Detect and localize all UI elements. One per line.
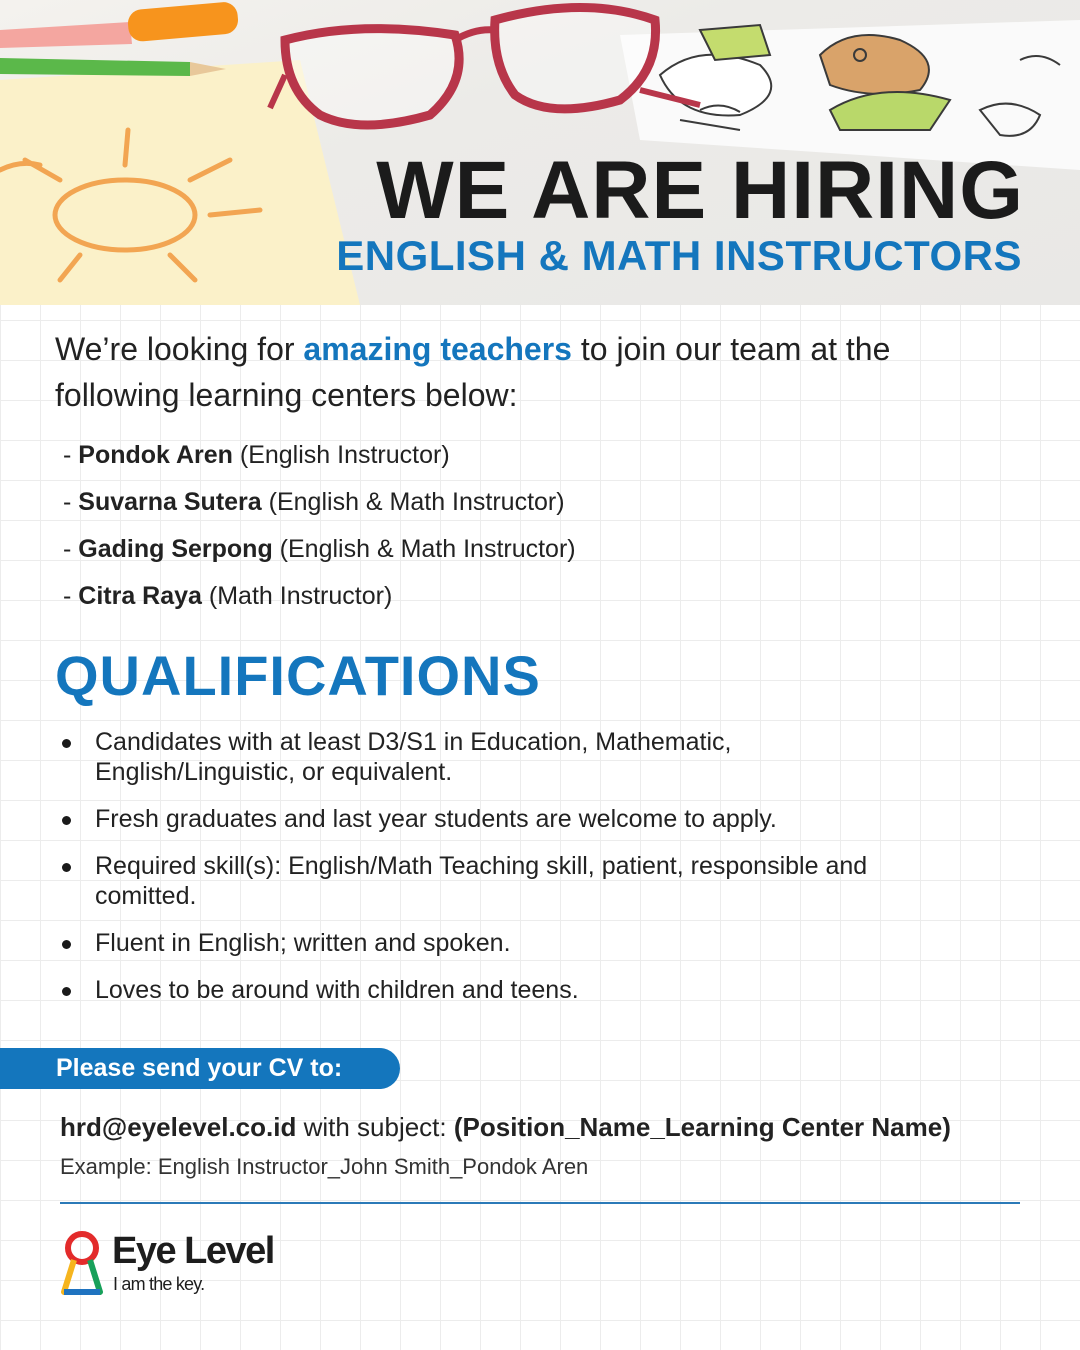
center-item [63,436,576,483]
keyhole-logo-icon [60,1230,104,1296]
logo-tagline: I am the key. [113,1274,205,1294]
cv-instructions [60,1110,951,1144]
eye-level-logo [60,1230,320,1300]
qualification-text: Candidates with at least D3/S1 in Education, Mathematic, English/Linguistic, or equivalent. [95,728,732,786]
hero-banner [0,0,1080,305]
center-item [63,483,576,530]
center-role: (English Instructor) [232,441,450,469]
bullet-icon [62,739,71,748]
cv-email-link[interactable]: hrd@eyelevel.co.id [60,1112,297,1142]
qualification-item [60,804,880,834]
center-name: Gading Serpong [78,535,273,563]
qualification-item [60,928,880,958]
center-dash: - [63,582,79,610]
center-role: (English & Math Instructor) [261,488,565,516]
cv-example: Example: English Instructor_John Smith_Pondok Aren [60,1154,589,1179]
qualification-text: Loves to be around with children and teens. [95,976,579,1004]
qualification-text: Fresh graduates and last year students are welcome to apply. [95,805,777,833]
orange-marker-icon [0,1,239,48]
cv-subject-format: (Position_Name_Learning Center Name) [453,1112,951,1142]
learning-centers-list [63,436,576,624]
bullet-icon [62,816,71,825]
green-pencil-icon [0,58,226,76]
center-role: (English & Math Instructor) [272,535,576,563]
center-name: Pondok Aren [78,441,233,469]
hero-title: WE ARE HIRING [376,145,1024,236]
center-dash: - [63,488,79,516]
intro-text-start: We’re looking for [55,331,304,367]
center-dash: - [63,441,79,469]
intro-highlight: amazing teachers [303,331,572,367]
qualifications-heading: QUALIFICATIONS [55,644,541,707]
qualification-text: Required skill(s): English/Math Teaching skill, patient, responsible and comitted. [95,852,868,910]
qualification-item [60,975,880,1005]
qualification-item [60,727,880,787]
hero-subtitle: ENGLISH & MATH INSTRUCTORS [336,232,1022,279]
bullet-icon [62,987,71,996]
logo-name: Eye Level [112,1230,274,1272]
cv-subject-label: with subject: [296,1112,454,1142]
qualifications-list [60,727,880,1022]
send-cv-banner: Please send your CV to: [0,1048,400,1089]
intro-paragraph [55,326,1015,418]
center-item [63,577,576,624]
center-role: (Math Instructor) [201,582,393,610]
footer-divider [60,1202,1020,1204]
center-name: Citra Raya [78,582,202,610]
center-name: Suvarna Sutera [78,488,262,516]
bullet-icon [62,863,71,872]
center-dash: - [63,535,79,563]
intro-text-end: to join our team at the following learning centers below: [55,331,891,413]
center-item [63,530,576,577]
bullet-icon [62,940,71,949]
qualification-text: Fluent in English; written and spoken. [95,929,511,957]
qualification-item [60,851,880,911]
